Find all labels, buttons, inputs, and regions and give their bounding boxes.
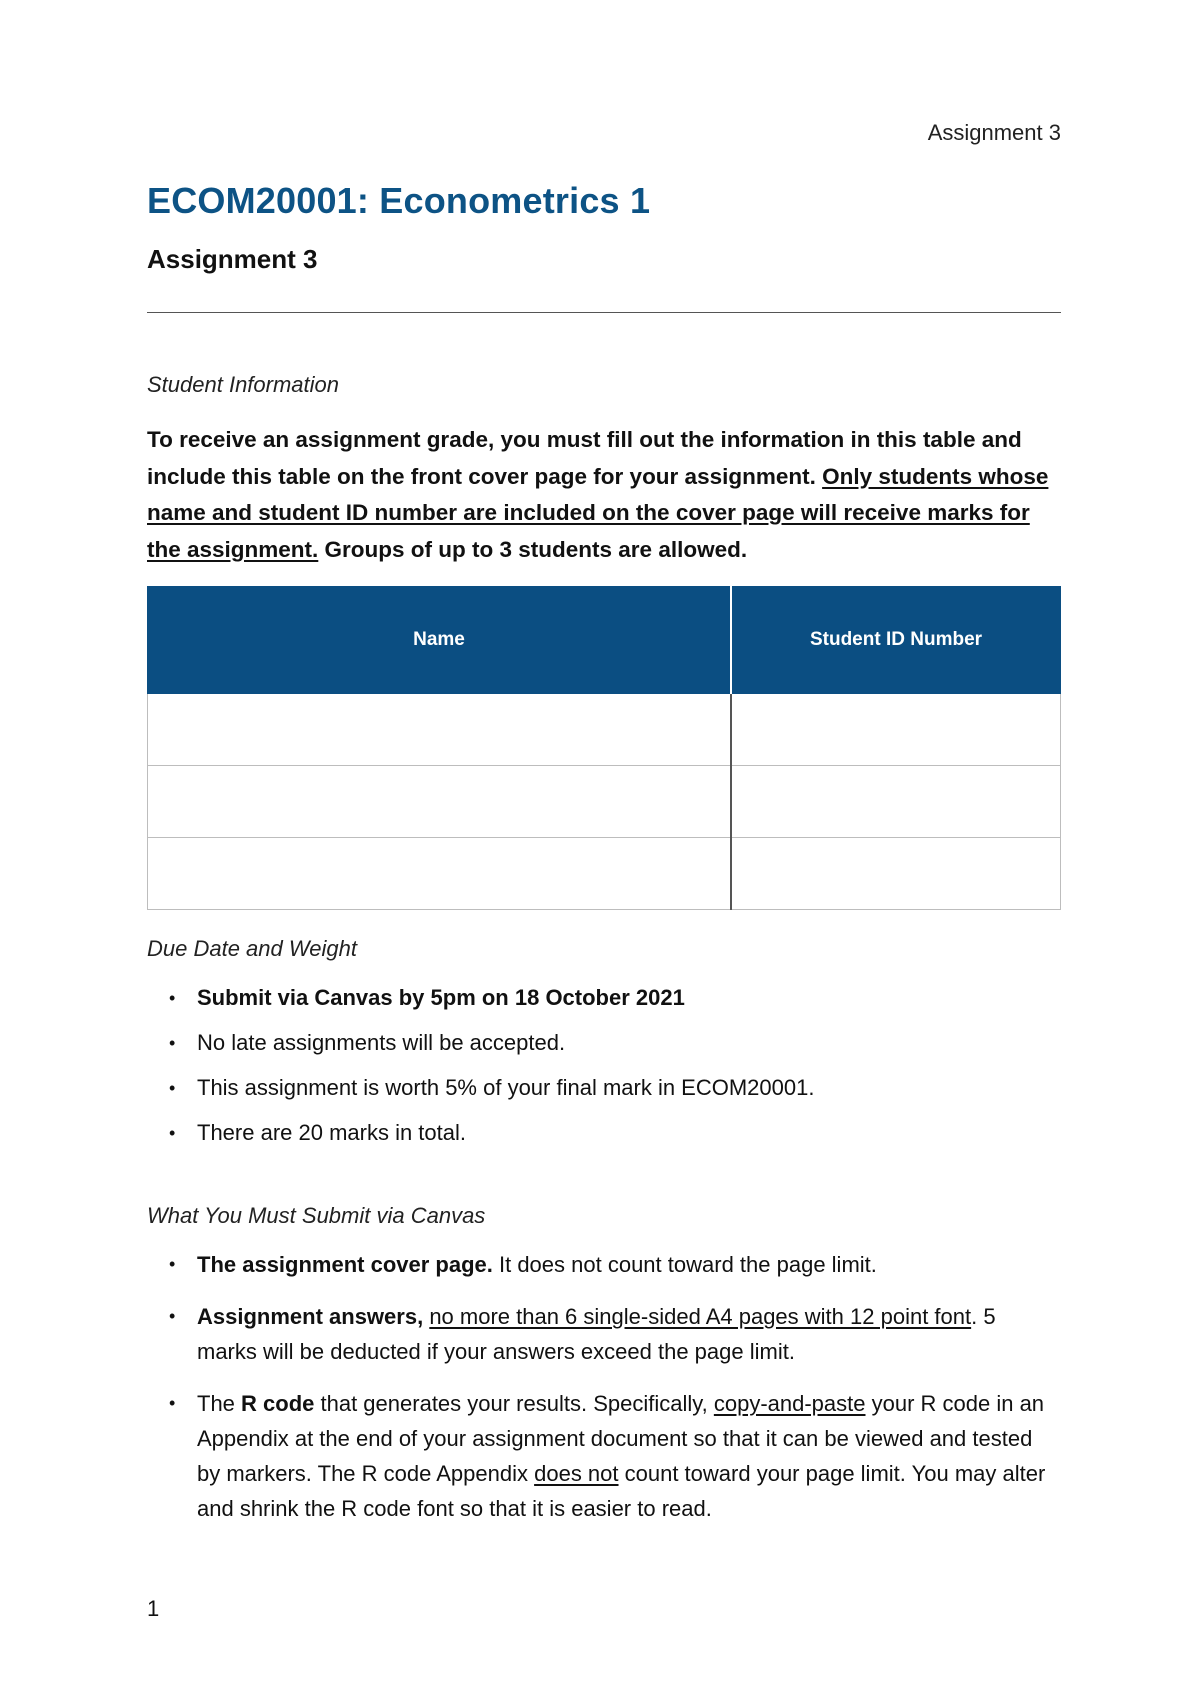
due-date-heading: Due Date and Weight <box>147 936 357 961</box>
submission-list <box>147 1247 1061 1543</box>
name-cell[interactable] <box>148 766 732 838</box>
bullet-icon: • <box>169 1123 176 1143</box>
document-page <box>147 0 1061 1696</box>
student-id-cell[interactable] <box>731 766 1061 838</box>
list-item <box>147 1073 1061 1118</box>
list-item <box>147 1028 1061 1073</box>
course-title: ECOM20001: Econometrics 1 <box>147 180 651 221</box>
submit-item-text: . 5 marks will be deducted if your answers exceed the page limit. <box>197 1304 996 1364</box>
submit-item-text: The <box>197 1391 242 1416</box>
due-deadline-text: Submit via Canvas by 5pm on 18 October 2021 <box>197 985 685 1010</box>
bullet-icon: • <box>169 1033 176 1053</box>
due-item-text: This assignment is worth 5% of your final mark in ECOM20001. <box>197 1075 815 1100</box>
student-id-cell[interactable] <box>731 838 1061 910</box>
submit-item-text: count toward your page limit. You may alter and shrink the R code font so that it is easier to read. <box>197 1461 1046 1521</box>
submit-item-bold: R code <box>241 1391 315 1416</box>
submit-item-text: that generates your results. Specifically, <box>314 1391 714 1416</box>
column-header-student-id: Student ID Number <box>731 587 1061 694</box>
bullet-icon: • <box>169 1078 176 1098</box>
instructions-text: To receive an assignment grade, you must fill out the information in this table and include this table on the front cover page for your assignment. <box>147 427 1022 489</box>
student-info-heading: Student Information <box>147 372 340 397</box>
list-item <box>147 983 1061 1028</box>
copy-paste-underlined: copy-and-paste <box>713 1391 866 1416</box>
page-number: 1 <box>147 1596 160 1621</box>
does-not-underlined: does not <box>534 1461 619 1486</box>
bullet-icon: • <box>169 988 176 1008</box>
student-info-instructions <box>147 422 1061 568</box>
list-item <box>147 1386 1061 1526</box>
bullet-icon: • <box>169 1306 176 1326</box>
submit-item-bold: The assignment cover page. <box>197 1252 493 1277</box>
running-header: Assignment 3 <box>927 120 1061 145</box>
due-item-text: No late assignments will be accepted. <box>197 1030 566 1055</box>
page-limit-underlined: no more than 6 single-sided A4 pages with 12 point font <box>429 1304 972 1329</box>
student-id-cell[interactable] <box>731 694 1061 766</box>
due-item-text: There are 20 marks in total. <box>197 1120 467 1145</box>
list-item <box>147 1118 1061 1163</box>
instructions-tail: Groups of up to 3 students are allowed. <box>318 536 748 562</box>
submit-item-text: It does not count toward the page limit. <box>492 1252 877 1277</box>
horizontal-rule <box>147 312 1061 313</box>
submit-item-bold: Assignment answers, <box>197 1304 424 1329</box>
submission-heading: What You Must Submit via Canvas <box>147 1203 486 1228</box>
bullet-icon: • <box>169 1254 176 1274</box>
student-table <box>147 586 1061 910</box>
name-cell[interactable] <box>148 838 732 910</box>
name-cell[interactable] <box>148 694 732 766</box>
student-table-header-row <box>148 587 1061 694</box>
list-item <box>147 1247 1061 1282</box>
list-item <box>147 1299 1061 1369</box>
instructions-underlined: Only students whose name and student ID number are included on the cover page will receive marks for the assignment. <box>147 463 1049 562</box>
assignment-subtitle: Assignment 3 <box>147 244 318 274</box>
table-row <box>148 766 1061 838</box>
submit-item-text: your R code in an Appendix at the end of your assignment document so that it can be viewed and tested by markers. The R code Appendix <box>197 1391 1045 1486</box>
table-row <box>148 694 1061 766</box>
due-date-list <box>147 983 1061 1163</box>
column-header-name: Name <box>148 587 732 694</box>
table-row <box>148 838 1061 910</box>
bullet-icon: • <box>169 1393 176 1413</box>
